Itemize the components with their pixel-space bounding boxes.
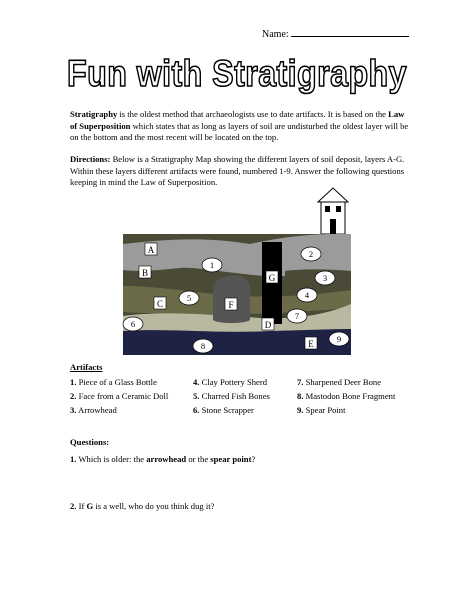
question-1-bold-2: spear point (210, 454, 252, 464)
question-1-mid: or the (186, 454, 211, 464)
artifact-item (70, 405, 193, 415)
artifact-item (193, 377, 297, 387)
artifact-marker-7: 7 (294, 311, 300, 321)
artifact-number: 3. (70, 405, 77, 415)
artifact-name: Mastodon Bone Fragment (303, 391, 396, 401)
intro-paragraph (70, 109, 410, 144)
artifact-number: 5. (193, 391, 200, 401)
question-2-pre: If (76, 501, 87, 511)
artifact-marker-2: 2 (308, 249, 314, 259)
layer-label-a: A (147, 245, 155, 255)
artifact-number: 4. (193, 377, 200, 387)
artifact-item (70, 377, 193, 387)
artifact-item (193, 405, 297, 415)
artifact-name: Spear Point (303, 405, 346, 415)
artifact-number: 9. (297, 405, 304, 415)
artifact-number: 7. (297, 377, 304, 387)
question-2 (70, 501, 410, 511)
intro-law: Law of Superposition (70, 109, 405, 131)
question-2-post: is a well, who do you think dug it? (93, 501, 215, 511)
house-window-right (336, 206, 341, 212)
questions-heading: Questions: (70, 437, 110, 447)
house-window-left (325, 206, 330, 212)
artifact-number: 2. (70, 391, 77, 401)
artifact-marker-6: 6 (130, 319, 136, 329)
artifact-name: Charred Fish Bones (199, 391, 270, 401)
layer-label-b: B (141, 268, 149, 278)
name-label: Name: (262, 29, 289, 40)
question-1-pre: Which is older: the (76, 454, 147, 464)
question-2-bold: G (86, 501, 94, 511)
question-2-number: 2. (70, 501, 77, 511)
question-1-number: 1. (70, 454, 77, 464)
directions-paragraph (70, 154, 410, 189)
name-blank-line[interactable] (291, 27, 409, 37)
layer-label-g: G (268, 273, 276, 283)
artifact-marker-9: 9 (336, 334, 342, 344)
artifact-name: Face from a Ceramic Doll (76, 391, 169, 401)
artifact-item (70, 391, 193, 401)
artifact-name: Stone Scrapper (199, 405, 254, 415)
layer-label-e: E (308, 339, 314, 349)
layer-label-f: F (228, 300, 234, 310)
artifact-marker-1: 1 (209, 260, 215, 270)
layer-label-c: C (156, 299, 164, 309)
house-roof (318, 188, 348, 202)
artifact-number: 1. (70, 377, 77, 387)
page-title (0, 48, 474, 98)
artifact-item (297, 377, 412, 387)
artifact-item (297, 391, 412, 401)
stratigraphy-map (0, 186, 474, 358)
layer-label-d: D (264, 320, 272, 330)
artifact-item (193, 391, 297, 401)
intro-part1: is the oldest method that archaeologists use to date artifacts. It is based on the (117, 109, 389, 119)
artifact-item (297, 405, 412, 415)
artifact-number: 6. (193, 405, 200, 415)
artifact-number: 8. (297, 391, 304, 401)
artifact-name: Arrowhead (76, 405, 117, 415)
intro-term: Stratigraphy (70, 109, 118, 119)
name-field[interactable] (262, 27, 409, 40)
artifact-name: Sharpened Deer Bone (303, 377, 382, 387)
artifact-marker-4: 4 (304, 290, 310, 300)
title-text: Fun with Stratigraphy (67, 53, 407, 94)
artifacts-list (70, 377, 410, 415)
artifact-marker-5: 5 (186, 293, 192, 303)
question-1-post: ? (251, 454, 256, 464)
directions-label: Directions: (70, 154, 111, 164)
intro-part2: which states that as long as layers of soil are undisturbed the oldest layer will be on the bottom and the most recent will be located on the top. (70, 120, 409, 142)
artifact-marker-8: 8 (200, 341, 206, 351)
artifacts-section (70, 362, 410, 415)
directions-text: Below is a Stratigraphy Map showing the different layers of soil deposit, layers A-G. Within these layers different artifacts were found, numbered 1-9. Answer the following questions keeping in mind the Law of Superposition. (70, 154, 405, 187)
question-1-bold-1: arrowhead (146, 454, 187, 464)
artifact-name: Piece of a Glass Bottle (76, 377, 157, 387)
artifacts-heading: Artifacts (70, 362, 103, 372)
questions-section (70, 437, 410, 511)
artifact-marker-3: 3 (322, 273, 328, 283)
artifact-name: Clay Pottery Sherd (199, 377, 268, 387)
question-1 (70, 454, 410, 464)
house-door (330, 219, 336, 234)
